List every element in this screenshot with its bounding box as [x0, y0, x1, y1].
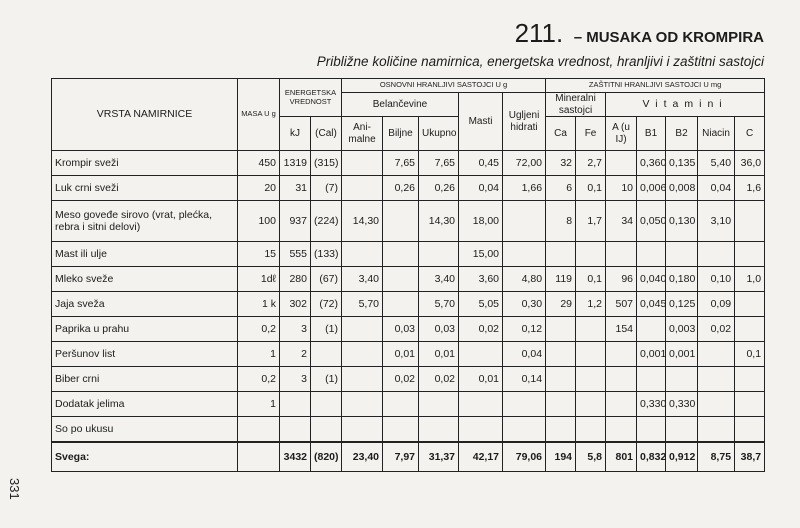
cell-bilj: 0,02 [383, 367, 419, 392]
table-row [52, 292, 765, 317]
cell-niacin [698, 417, 735, 443]
cell-uglj [503, 392, 546, 417]
cell-niacin [698, 367, 735, 392]
cell-c: 1,6 [735, 176, 765, 201]
cell-uk: 5,70 [419, 292, 459, 317]
cell-a [606, 417, 637, 443]
cell-ca: 32 [546, 151, 576, 176]
cell-niacin: 0,10 [698, 267, 735, 292]
cell-b2: 0,003 [666, 317, 698, 342]
cell-masti: 0,45 [459, 151, 503, 176]
cell-ca [546, 317, 576, 342]
cell-ca: 194 [546, 442, 576, 472]
header-ugljeni-hidrati: Ugljeni hidrati [503, 93, 546, 151]
cell-namirnica: Biber crni [52, 367, 238, 392]
cell-cal: (133) [311, 242, 342, 267]
cell-masa: 0,2 [238, 317, 280, 342]
header-osnovni: OSNOVNI HRANLJIVI SASTOJCI U g [342, 79, 546, 93]
page-number: 331 [7, 478, 22, 500]
cell-cal: (820) [311, 442, 342, 472]
cell-niacin [698, 342, 735, 367]
header-b2: B2 [666, 117, 698, 151]
cell-uglj: 79,06 [503, 442, 546, 472]
table-row [52, 317, 765, 342]
cell-niacin: 0,09 [698, 292, 735, 317]
cell-namirnica: Dodatak jelima [52, 392, 238, 417]
cell-anim: 5,70 [342, 292, 383, 317]
cell-fe [576, 342, 606, 367]
cell-bilj: 7,65 [383, 151, 419, 176]
header-fe: Fe [576, 117, 606, 151]
cell-cal: (67) [311, 267, 342, 292]
cell-b2 [666, 367, 698, 392]
cell-uglj: 1,66 [503, 176, 546, 201]
cell-cal: (1) [311, 367, 342, 392]
cell-niacin: 3,10 [698, 201, 735, 242]
cell-bilj: 0,26 [383, 176, 419, 201]
cell-namirnica: Jaja sveža [52, 292, 238, 317]
cell-a [606, 151, 637, 176]
table-subtitle: Približne količine namirnica, energetska vrednost, hranljivi i zaštitni sastojci [316, 54, 764, 69]
cell-uk [419, 242, 459, 267]
cell-uk: 3,40 [419, 267, 459, 292]
cell-a [606, 392, 637, 417]
cell-anim: 14,30 [342, 201, 383, 242]
cell-anim: 3,40 [342, 267, 383, 292]
cell-fe [576, 242, 606, 267]
header-zastitni: ZAŠTITNI HRANLJIVI SASTOJCI U mg [546, 79, 765, 93]
cell-namirnica: Luk crni sveži [52, 176, 238, 201]
cell-anim [342, 176, 383, 201]
header-cal: (Cal) [311, 117, 342, 151]
table-row [52, 392, 765, 417]
header-ukupno: Ukupno [419, 117, 459, 151]
cell-fe: 0,1 [576, 267, 606, 292]
cell-fe [576, 392, 606, 417]
cell-cal [311, 417, 342, 443]
header-vitamini: Vitamini [606, 93, 765, 117]
header-a: A (u IJ) [606, 117, 637, 151]
cell-b2: 0,130 [666, 201, 698, 242]
table-row [52, 201, 765, 242]
cell-uglj [503, 242, 546, 267]
cell-ca: 6 [546, 176, 576, 201]
cell-c: 36,0 [735, 151, 765, 176]
cell-b1: 0,050 [637, 201, 666, 242]
cell-niacin: 0,04 [698, 176, 735, 201]
cell-c: 1,0 [735, 267, 765, 292]
cell-kj: 555 [280, 242, 311, 267]
cell-masa: 20 [238, 176, 280, 201]
cell-c [735, 201, 765, 242]
cell-kj: 31 [280, 176, 311, 201]
cell-c [735, 417, 765, 443]
cell-cal [311, 342, 342, 367]
cell-niacin: 8,75 [698, 442, 735, 472]
cell-cal: (72) [311, 292, 342, 317]
cell-uk: 0,26 [419, 176, 459, 201]
recipe-title [515, 18, 764, 49]
cell-bilj [383, 292, 419, 317]
cell-masti [459, 417, 503, 443]
cell-namirnica: Mleko sveže [52, 267, 238, 292]
header-mineralni: Mineralni sastojci [546, 93, 606, 117]
cell-masti: 3,60 [459, 267, 503, 292]
cell-niacin: 5,40 [698, 151, 735, 176]
table-row [52, 417, 765, 443]
cell-fe [576, 417, 606, 443]
cell-a: 10 [606, 176, 637, 201]
cell-b2: 0,330 [666, 392, 698, 417]
cell-uk: 0,03 [419, 317, 459, 342]
cell-kj: 280 [280, 267, 311, 292]
cell-masa [238, 442, 280, 472]
header-vrsta: VRSTA NAMIRNICE [52, 79, 238, 151]
cell-uglj: 0,14 [503, 367, 546, 392]
cell-anim [342, 242, 383, 267]
header-ca: Ca [546, 117, 576, 151]
cell-cal: (224) [311, 201, 342, 242]
cell-a: 801 [606, 442, 637, 472]
cell-uglj: 0,04 [503, 342, 546, 367]
cell-b2 [666, 242, 698, 267]
table-row [52, 151, 765, 176]
cell-c [735, 292, 765, 317]
cell-ca [546, 392, 576, 417]
cell-bilj [383, 242, 419, 267]
cell-c [735, 392, 765, 417]
header-energetska: ENERGETSKA VREDNOST [280, 79, 342, 117]
cell-uglj: 4,80 [503, 267, 546, 292]
cell-uglj [503, 417, 546, 443]
cell-b2: 0,001 [666, 342, 698, 367]
cell-fe [576, 367, 606, 392]
cell-bilj [383, 201, 419, 242]
cell-ca [546, 242, 576, 267]
cell-masa: 450 [238, 151, 280, 176]
cell-niacin: 0,02 [698, 317, 735, 342]
cell-anim [342, 392, 383, 417]
table-row [52, 342, 765, 367]
cell-bilj [383, 267, 419, 292]
cell-b2: 0,180 [666, 267, 698, 292]
cell-masti: 5,05 [459, 292, 503, 317]
cell-ca: 8 [546, 201, 576, 242]
cell-b1 [637, 317, 666, 342]
cell-b1: 0,832 [637, 442, 666, 472]
cell-fe: 1,7 [576, 201, 606, 242]
cell-masti: 0,01 [459, 367, 503, 392]
cell-anim: 23,40 [342, 442, 383, 472]
cell-masa: 1 [238, 342, 280, 367]
cell-namirnica: Mast ili ulje [52, 242, 238, 267]
header-kj: kJ [280, 117, 311, 151]
cell-uk: 14,30 [419, 201, 459, 242]
total-row [52, 442, 765, 472]
cell-uglj [503, 201, 546, 242]
cell-anim [342, 367, 383, 392]
cell-bilj [383, 392, 419, 417]
cell-bilj [383, 417, 419, 443]
cell-masti: 0,02 [459, 317, 503, 342]
cell-ca [546, 342, 576, 367]
cell-c: 38,7 [735, 442, 765, 472]
cell-b2: 0,125 [666, 292, 698, 317]
table-row [52, 267, 765, 292]
cell-masa: 15 [238, 242, 280, 267]
header-animalne: Ani- malne [342, 117, 383, 151]
cell-uk: 7,65 [419, 151, 459, 176]
cell-fe: 5,8 [576, 442, 606, 472]
header-niacin: Niacin [698, 117, 735, 151]
table-body [52, 151, 765, 472]
header-biljne: Biljne [383, 117, 419, 151]
cell-a [606, 242, 637, 267]
cell-namirnica: Meso goveđe sirovo (vrat, plećka, rebra i sitni delovi) [52, 201, 238, 242]
cell-b2: 0,008 [666, 176, 698, 201]
cell-niacin [698, 392, 735, 417]
cell-bilj: 0,03 [383, 317, 419, 342]
cell-a [606, 342, 637, 367]
cell-uk [419, 392, 459, 417]
cell-cal: (1) [311, 317, 342, 342]
cell-kj: 3 [280, 317, 311, 342]
cell-kj [280, 392, 311, 417]
cell-b1: 0,006 [637, 176, 666, 201]
cell-masa: 1 [238, 392, 280, 417]
cell-ca: 29 [546, 292, 576, 317]
cell-masti: 18,00 [459, 201, 503, 242]
cell-masti [459, 342, 503, 367]
header-masa: MASA U g [238, 79, 280, 151]
cell-a: 96 [606, 267, 637, 292]
cell-b1 [637, 417, 666, 443]
cell-kj: 3432 [280, 442, 311, 472]
cell-c [735, 367, 765, 392]
cell-bilj: 7,97 [383, 442, 419, 472]
cell-a: 154 [606, 317, 637, 342]
cell-namirnica: Krompir sveži [52, 151, 238, 176]
cell-fe: 1,2 [576, 292, 606, 317]
cell-niacin [698, 242, 735, 267]
cell-anim [342, 417, 383, 443]
cell-uglj: 0,12 [503, 317, 546, 342]
cell-masti: 42,17 [459, 442, 503, 472]
cell-masti: 0,04 [459, 176, 503, 201]
cell-masa: 100 [238, 201, 280, 242]
cell-b2: 0,135 [666, 151, 698, 176]
cell-fe [576, 317, 606, 342]
cell-namirnica: So po ukusu [52, 417, 238, 443]
cell-b1 [637, 242, 666, 267]
cell-ca [546, 417, 576, 443]
cell-anim [342, 317, 383, 342]
cell-c [735, 242, 765, 267]
cell-uglj: 0,30 [503, 292, 546, 317]
cell-uk: 0,01 [419, 342, 459, 367]
cell-kj: 3 [280, 367, 311, 392]
cell-kj: 2 [280, 342, 311, 367]
cell-b1: 0,360 [637, 151, 666, 176]
cell-uglj: 72,00 [503, 151, 546, 176]
cell-cal [311, 392, 342, 417]
cell-b1: 0,045 [637, 292, 666, 317]
header-c: C [735, 117, 765, 151]
cell-uk: 31,37 [419, 442, 459, 472]
cell-masa [238, 417, 280, 443]
cell-namirnica: Peršunov list [52, 342, 238, 367]
cell-fe: 0,1 [576, 176, 606, 201]
table-row [52, 367, 765, 392]
cell-b1: 0,330 [637, 392, 666, 417]
cell-kj: 1319 [280, 151, 311, 176]
table-row [52, 242, 765, 267]
cell-cal: (315) [311, 151, 342, 176]
recipe-number: 211. [514, 18, 564, 48]
cell-c: 0,1 [735, 342, 765, 367]
cell-kj: 937 [280, 201, 311, 242]
cell-a: 34 [606, 201, 637, 242]
cell-masa: 0,2 [238, 367, 280, 392]
recipe-name: – MUSAKA OD KROMPIRA [573, 29, 764, 46]
cell-kj [280, 417, 311, 443]
cell-anim [342, 342, 383, 367]
cell-b2: 0,912 [666, 442, 698, 472]
cell-bilj: 0,01 [383, 342, 419, 367]
cell-masti: 15,00 [459, 242, 503, 267]
cell-anim [342, 151, 383, 176]
cell-masti [459, 392, 503, 417]
cell-b1: 0,001 [637, 342, 666, 367]
cell-uk: 0,02 [419, 367, 459, 392]
cell-namirnica: Paprika u prahu [52, 317, 238, 342]
cell-kj: 302 [280, 292, 311, 317]
cell-masa: 1dℓ [238, 267, 280, 292]
cell-masa: 1 k [238, 292, 280, 317]
cell-b1 [637, 367, 666, 392]
cell-ca: 119 [546, 267, 576, 292]
cell-a [606, 367, 637, 392]
header-b1: B1 [637, 117, 666, 151]
cell-c [735, 317, 765, 342]
cell-fe: 2,7 [576, 151, 606, 176]
cell-uk [419, 417, 459, 443]
cell-ca [546, 367, 576, 392]
cell-b2 [666, 417, 698, 443]
table-row [52, 176, 765, 201]
cell-cal: (7) [311, 176, 342, 201]
cell-a: 507 [606, 292, 637, 317]
header-belancevine: Belančevine [342, 93, 459, 117]
cell-namirnica: Svega: [52, 442, 238, 472]
cell-b1: 0,040 [637, 267, 666, 292]
header-masti: Masti [459, 93, 503, 151]
nutrition-table [51, 78, 765, 472]
